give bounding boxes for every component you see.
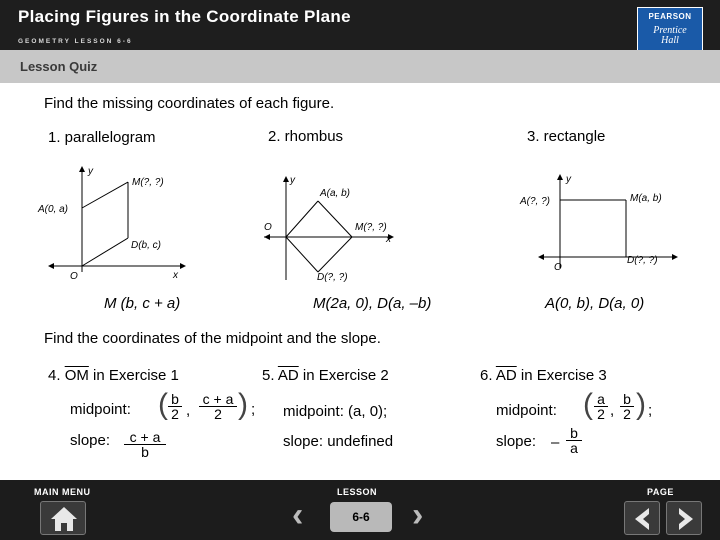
page-label: PAGE xyxy=(647,487,674,497)
svg-text:x: x xyxy=(173,270,178,281)
svg-text:M(?, ?): M(?, ?) xyxy=(132,177,164,188)
svg-text:O: O xyxy=(70,271,78,282)
svg-text:y: y xyxy=(566,174,571,185)
lesson-number-box: 6-6 xyxy=(330,502,392,532)
page-subtitle: GEOMETRY LESSON 6-6 xyxy=(18,38,133,45)
exercise-6-slope-label: slope: xyxy=(496,433,537,450)
next-page-button[interactable] xyxy=(666,501,702,535)
svg-text:A(0, a): A(0, a) xyxy=(38,204,69,215)
svg-text:M(a, b): M(a, b) xyxy=(630,193,662,204)
next-page-icon xyxy=(667,502,703,536)
rhombus-graph xyxy=(260,170,420,288)
svg-text:M(?, ?): M(?, ?) xyxy=(355,222,387,233)
exercise-6-slope-minus: – xyxy=(551,434,560,451)
svg-text:x: x xyxy=(386,234,391,245)
rectangle-graph xyxy=(516,168,706,278)
exercise-5-slope: slope: undefined xyxy=(283,433,394,450)
svg-text:D(b, c): D(b, c) xyxy=(131,240,161,251)
exercise-6-frac1: $\frac{a}{2}$ xyxy=(594,392,608,421)
exercise-4-slope-label: slope: xyxy=(70,432,111,449)
svg-text:y: y xyxy=(290,175,295,186)
parallelogram-graph xyxy=(30,160,210,285)
svg-text:O: O xyxy=(264,222,272,233)
svg-text:D(?, ?): D(?, ?) xyxy=(317,272,348,283)
exercise-4-frac2: $\frac{c + a}{2}$ xyxy=(199,392,237,421)
header-bar xyxy=(0,0,720,50)
svg-text:A(?, ?): A(?, ?) xyxy=(520,196,551,207)
answer-2: M(2a, 0), D(a, –b) xyxy=(313,295,432,312)
instructions-coordinates: Find the missing coordinates of each figure. xyxy=(44,95,335,112)
pearson-logo: PEARSON Prentice Hall xyxy=(637,7,703,53)
page-title: Placing Figures in the Coordinate Plane xyxy=(18,7,351,26)
exercise-6-midpoint-label: midpoint: xyxy=(496,402,557,419)
exercise-6-title: 6. $\overline{AD}$ in Exercise 3 xyxy=(480,367,607,384)
main-menu-label: MAIN MENU xyxy=(34,487,91,497)
lesson-quiz-label: Lesson Quiz xyxy=(20,59,98,74)
exercise-6-frac2: $\frac{b}{2}$ xyxy=(620,392,634,421)
exercise-4-frac1: $\frac{b}{2}$ xyxy=(168,392,182,421)
exercise-5-title: 5. $\overline{AD}$ in Exercise 2 xyxy=(262,367,389,384)
exercise-6-slope-frac: $\frac{b}{a}$ xyxy=(566,426,582,455)
svg-text:O: O xyxy=(554,262,562,273)
home-icon xyxy=(41,502,87,536)
answer-3: A(0, b), D(a, 0) xyxy=(545,295,645,312)
prev-page-button[interactable] xyxy=(624,501,660,535)
lesson-label: LESSON xyxy=(337,487,378,497)
svg-text:A(a, b): A(a, b) xyxy=(320,188,351,199)
instructions-midpoint-slope: Find the coordinates of the midpoint and the slope. xyxy=(44,330,381,347)
answer-1: M (b, c + a) xyxy=(104,295,181,312)
main-menu-button[interactable] xyxy=(40,501,86,535)
lesson-quiz-bar xyxy=(0,50,720,83)
problem-2-title: 2. rhombus xyxy=(268,128,344,145)
prev-page-icon xyxy=(625,502,661,536)
problem-1-title: 1. parallelogram xyxy=(48,129,156,146)
svg-text:y: y xyxy=(88,166,93,177)
problem-3-title: 3. rectangle xyxy=(527,128,606,145)
exercise-5-midpoint: midpoint: (a, 0); xyxy=(283,403,388,420)
prev-lesson-icon[interactable]: ‹ xyxy=(292,496,304,534)
exercise-4-midpoint-label: midpoint: xyxy=(70,401,131,418)
svg-text:D(?, ?): D(?, ?) xyxy=(627,255,658,266)
next-lesson-icon[interactable]: › xyxy=(412,496,424,534)
exercise-4-title: 4. $\overline{OM}$ in Exercise 1 xyxy=(48,367,179,384)
exercise-4-slope-frac: $\frac{c + a}{b}$ xyxy=(124,430,166,459)
